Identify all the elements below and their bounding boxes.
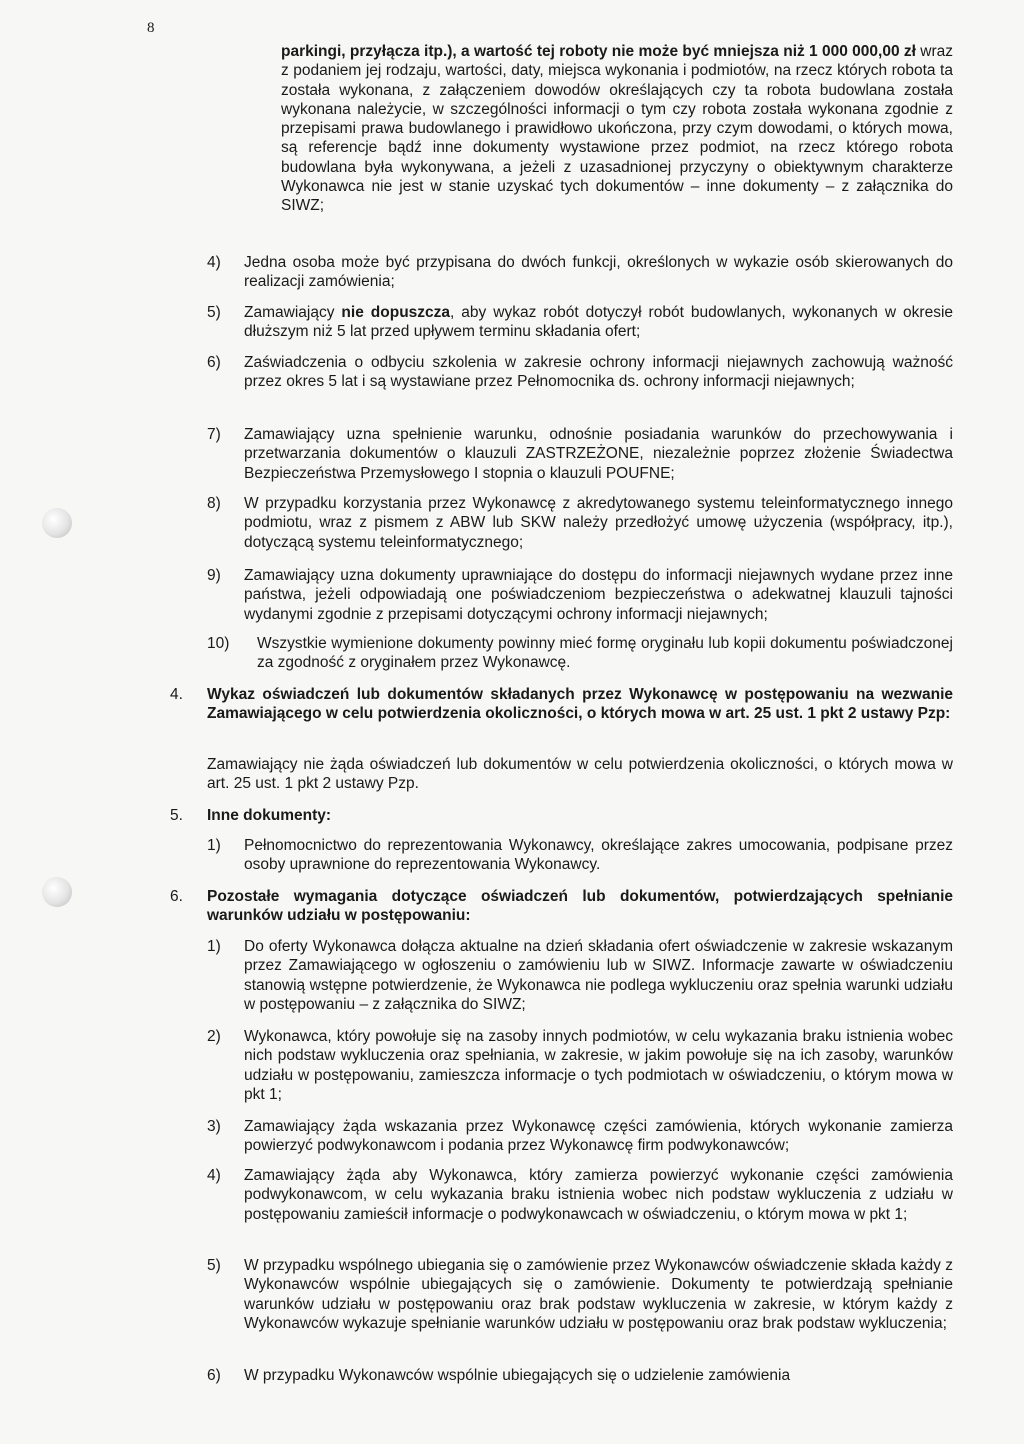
section-6-heading xyxy=(170,887,953,926)
item-text-post: , aby wykaz robót dotyczył robót budowlanych, wykonanych w okresie dłuższym niż 5 lat przed upływem terminu składania ofert; xyxy=(244,304,954,341)
section-title: Inne dokumenty: xyxy=(207,807,332,824)
list-item xyxy=(207,353,953,392)
item-text: Wszystkie wymienione dokumenty powinny mieć formę oryginału lub kopii dokumentu poświadczonej za zgodność z oryginałem przez Wykonawcę. xyxy=(257,635,953,672)
list-item xyxy=(207,566,953,624)
section-title: Pozostałe wymagania dotyczące oświadczeń lub dokumentów, potwierdzających spełnianie warunków udziału w postępowaniu: xyxy=(207,888,953,925)
item-text: Wykonawca, który powołuje się na zasoby innych podmiotów, w celu wykazania braku istnienia wobec nich podstaw wykluczenia oraz spełniania, w zakresie, w jakim powołuje się na ich zasoby, warunków udziału w postępowaniu, zamieszcza informacje o tych podmiotach w oświadczeniu, o którym mowa w pkt 1; xyxy=(244,1028,953,1103)
list-item xyxy=(207,1166,953,1224)
item-text: W przypadku korzystania przez Wykonawcę z akredytowanego systemu teleinformatycznego innego podmiotu, wraz z pismem z ABW lub SKW należy przedłożyć umowę użyczenia (współpracy, itp.), dotyczącą systemu teleinformatycznego; xyxy=(244,495,953,551)
item-text-pre: Zamawiający xyxy=(244,304,342,321)
item-text: W przypadku wspólnego ubiegania się o zamówienie przez Wykonawców oświadczenie składa każdy z Wykonawców wspólnie ubiegających się o zamówienie. Dokumenty te potwierdzają spełnianie warunków udziału w postępowaniu oraz brak podstaw wykluczenia w zakresie, w którym każdy z Wykonawców wykazuje spełnianie warunków udziału w postępowaniu oraz brak podstaw wykluczenia; xyxy=(244,1257,953,1332)
continuation-bold: parkingi, przyłącza itp.), a wartość tej roboty nie może być mniejsza niż 1 000 000,00 zł xyxy=(281,43,916,60)
item-number: 5) xyxy=(207,304,221,321)
item-text: W przypadku Wykonawców wspólnie ubiegających się o udzielenie zamówienia xyxy=(244,1367,791,1384)
section-number: 5. xyxy=(170,807,183,824)
section-number: 4. xyxy=(170,686,183,703)
page-number: 8 xyxy=(147,20,155,36)
list-item xyxy=(207,253,953,292)
section-4-heading xyxy=(170,685,953,724)
item-number: 6) xyxy=(207,1367,221,1384)
item-number: 10) xyxy=(207,635,230,652)
list-item xyxy=(207,937,953,1014)
section-title: Wykaz oświadczeń lub dokumentów składanych przez Wykonawcę w postępowaniu na wezwanie Zamawiającego w celu potwierdzenia okoliczności, o których mowa w art. 25 ust. 1 pkt 2 ustawy Pzp: xyxy=(207,686,953,723)
item-number: 7) xyxy=(207,426,221,443)
item-text: Zamawiający żąda wskazania przez Wykonawcę części zamówienia, których wykonanie zamierza powierzyć podwykonawcom i podania przez Wykonawcę firm podwykonawców; xyxy=(244,1118,953,1155)
item-number: 4) xyxy=(207,1167,221,1184)
item-number: 5) xyxy=(207,1257,221,1274)
item-text: Pełnomocnictwo do reprezentowania Wykonawcy, określające zakres umocowania, podpisane przez osoby uprawnione do reprezentowania Wykonawcy. xyxy=(244,837,953,874)
item-number: 2) xyxy=(207,1028,221,1045)
item-text: Zaświadczenia o odbyciu szkolenia w zakresie ochrony informacji niejawnych zachowują ważność przez okres 5 lat i są wystawiane przez Pełnomocnika ds. ochrony informacji niejawnych; xyxy=(244,354,953,391)
item-text: Zamawiający żąda aby Wykonawca, który zamierza powierzyć wykonanie części zamówienia podwykonawcom, w celu wykazania braku istnienia wobec nich podstaw wykluczenia z udziału w postępowaniu zamieścił informacje o podwykonawcach w oświadczeniu, o którym mowa w pkt 1; xyxy=(244,1167,953,1223)
list-item xyxy=(207,634,953,673)
item-text-bold: nie dopuszcza xyxy=(341,304,451,321)
item-number: 1) xyxy=(207,837,221,854)
item-number: 9) xyxy=(207,567,221,584)
item-number: 8) xyxy=(207,495,221,512)
list-item xyxy=(207,1256,953,1333)
list-item xyxy=(207,1117,953,1156)
punch-hole xyxy=(42,508,72,538)
item-text: Do oferty Wykonawca dołącza aktualne na dzień składania ofert oświadczenie w zakresie wskazanym przez Zamawiającego w ogłoszeniu o zamówieniu lub w SIWZ. Informacje zawarte w oświadczeniu stanowią wstępne potwierdzenie, że Wykonawca nie podlega wykluczeniu oraz spełnia warunki udziału w postępowaniu – z załącznika do SIWZ; xyxy=(244,938,953,1013)
punch-hole xyxy=(42,877,72,907)
item-text: Jedna osoba może być przypisana do dwóch funkcji, określonych w wykazie osób skierowanych do realizacji zamówienia; xyxy=(244,254,953,291)
section-number: 6. xyxy=(170,888,183,905)
section-5-heading xyxy=(170,806,953,825)
item-number: 1) xyxy=(207,938,221,955)
list-item xyxy=(207,303,953,342)
continuation-text: wraz z podaniem jej rodzaju, wartości, daty, miejsca wykonania i podmiotów, na rzecz których robota ta została wykonana, z załączeniem dowodów określających czy ta robota budowlana została wykonana należycie, w szczególności informacji o tym czy robota została wykonana zgodnie z przepisami prawa budowlanego i prawidłowo ukończona, przy czym dowodami, o których mowa, są referencje bądź inne dokumenty wystawione przez podmiot, na rzecz którego robota budowlana była wykonywana, a jeżeli z uzasadnionej przyczyny o obiektywnym charakterze Wykonawca nie jest w stanie uzyskać tych dokumentów – inne dokumenty – z załącznika do SIWZ; xyxy=(281,43,953,215)
item-text: Zamawiający uzna spełnienie warunku, odnośnie posiadania warunków do przechowywania i przetwarzania dokumentów o klauzuli ZASTRZEŻONE, niezależnie poprzez złożenie Świadectwa Bezpieczeństwa Przemysłowego I stopnia o klauzuli POUFNE; xyxy=(244,426,953,482)
list-item xyxy=(207,836,953,875)
list-item xyxy=(207,1027,953,1104)
item-text: Zamawiający uzna dokumenty uprawniające do dostępu do informacji niejawnych wydane przez inne państwa, jeżeli odpowiadają one poświadczeniom bezpieczeństwa o adekwatnej klauzuli tajności wydanymi zgodnie z przepisami dotyczącymi ochrony informacji niejawnych; xyxy=(244,567,953,623)
section-4-body: Zamawiający nie żąda oświadczeń lub dokumentów w celu potwierdzenia okoliczności, o których mowa w art. 25 ust. 1 pkt 2 ustawy Pzp. xyxy=(207,756,953,793)
item-number: 4) xyxy=(207,254,221,271)
item-text xyxy=(244,303,953,342)
list-item xyxy=(207,494,953,552)
list-item xyxy=(207,425,953,483)
item-number: 3) xyxy=(207,1118,221,1135)
item-number: 6) xyxy=(207,354,221,371)
continuation-paragraph xyxy=(281,42,953,216)
list-item xyxy=(207,1366,953,1385)
